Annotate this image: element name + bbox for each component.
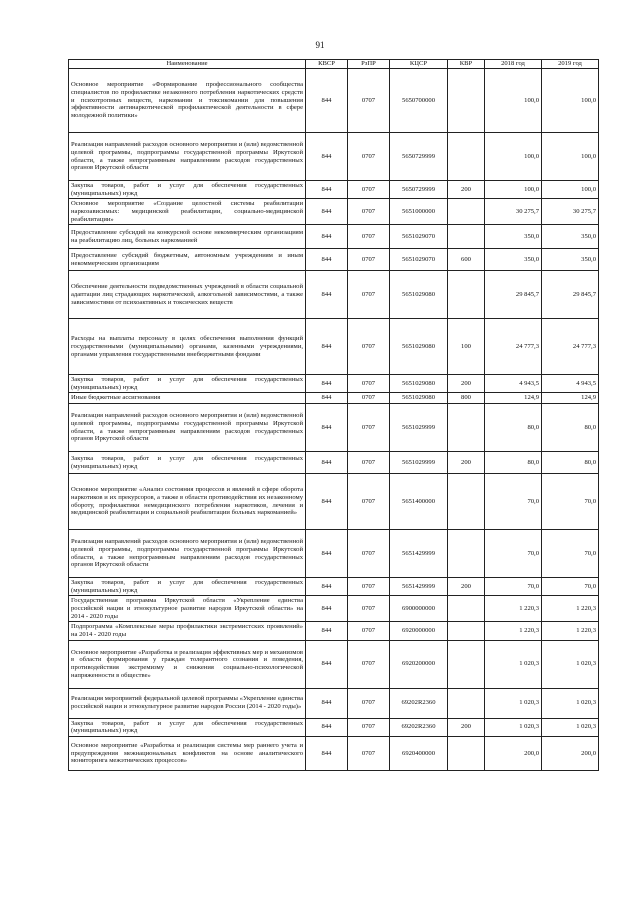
table-row — [69, 133, 599, 181]
table-row — [69, 736, 599, 770]
table-header-row — [69, 60, 599, 69]
cell-y2018: 80,0 — [485, 404, 542, 452]
cell-kcsr: 5651429999 — [390, 530, 448, 578]
cell-kcsr: 5651029080 — [390, 271, 448, 319]
cell-y2018: 350,0 — [485, 225, 542, 249]
cell-rzpr: 0707 — [348, 133, 390, 181]
cell-kvsr: 844 — [306, 718, 348, 736]
cell-y2018: 70,0 — [485, 474, 542, 530]
cell-kvr — [448, 640, 485, 688]
cell-name: Расходы на выплаты персоналу в целях обеспечения выполнения функций государственными (муниципальными) органами, казенными учреждениями, органами управления государственными внебюджетными фондами — [69, 319, 306, 375]
cell-name: Реализация направлений расходов основного мероприятия и (или) ведомственной целевой программы, подпрограммы государственной программы Иркутской области, а также непрограммным направлениям расходов государственных органов Иркутской области — [69, 404, 306, 452]
table-row — [69, 718, 599, 736]
cell-kcsr: 5651029080 — [390, 375, 448, 393]
cell-kcsr: 5651029070 — [390, 249, 448, 271]
cell-y2019: 100,0 — [542, 181, 599, 199]
header-2018: 2018 год — [485, 60, 542, 69]
cell-kcsr: 5651000000 — [390, 199, 448, 225]
cell-rzpr: 0707 — [348, 622, 390, 640]
table-row — [69, 181, 599, 199]
cell-rzpr: 0707 — [348, 225, 390, 249]
cell-kvr: 200 — [448, 452, 485, 474]
cell-kvsr: 844 — [306, 596, 348, 622]
cell-rzpr: 0707 — [348, 640, 390, 688]
table-row — [69, 393, 599, 404]
cell-kcsr: 69202R2360 — [390, 718, 448, 736]
table-row — [69, 452, 599, 474]
cell-kvr: 100 — [448, 319, 485, 375]
cell-rzpr: 0707 — [348, 393, 390, 404]
cell-name: Закупка товаров, работ и услуг для обеспечения государственных (муниципальных) нужд — [69, 578, 306, 596]
cell-y2018: 350,0 — [485, 249, 542, 271]
cell-kvsr: 844 — [306, 688, 348, 718]
cell-name: Закупка товаров, работ и услуг для обеспечения государственных (муниципальных) нужд — [69, 375, 306, 393]
table-row — [69, 622, 599, 640]
cell-name: Иные бюджетные ассигнования — [69, 393, 306, 404]
cell-y2018: 200,0 — [485, 736, 542, 770]
page-number: 91 — [315, 40, 325, 50]
cell-rzpr: 0707 — [348, 199, 390, 225]
table-row — [69, 375, 599, 393]
cell-y2018: 1 020,3 — [485, 688, 542, 718]
cell-rzpr: 0707 — [348, 249, 390, 271]
cell-name: Реализация направлений расходов основного мероприятия и (или) ведомственной целевой программы, подпрограммы государственной программы Иркутской области, а также непрограммным направлениям расходов государственных органов Иркутской области — [69, 530, 306, 578]
cell-y2019: 24 777,3 — [542, 319, 599, 375]
cell-rzpr: 0707 — [348, 404, 390, 452]
header-kcsr: КЦСР — [390, 60, 448, 69]
header-kvsr: КВСР — [306, 60, 348, 69]
header-kvr: КВР — [448, 60, 485, 69]
table-row — [69, 225, 599, 249]
cell-kvsr: 844 — [306, 578, 348, 596]
cell-name: Основное мероприятие «Разработка и реализация эффективных мер и механизмов в области формирования у граждан толерантного сознания и поведения, противодействия экстремизму и снижения социально-психологической напряженности в обществе» — [69, 640, 306, 688]
cell-rzpr: 0707 — [348, 69, 390, 133]
cell-kvsr: 844 — [306, 133, 348, 181]
cell-name: Предоставление субсидий бюджетным, автономным учреждениям и иным некоммерческим организациям — [69, 249, 306, 271]
cell-y2018: 100,0 — [485, 133, 542, 181]
cell-kvr: 800 — [448, 393, 485, 404]
cell-rzpr: 0707 — [348, 718, 390, 736]
cell-y2018: 1 020,3 — [485, 640, 542, 688]
cell-y2019: 350,0 — [542, 249, 599, 271]
table-row — [69, 474, 599, 530]
cell-kvr — [448, 133, 485, 181]
cell-y2019: 80,0 — [542, 452, 599, 474]
cell-name: Основное мероприятие «Создание целостной системы реабилитации наркозависимых: медицинской реабилитации, социально-медицинской реабилитации» — [69, 199, 306, 225]
cell-rzpr: 0707 — [348, 271, 390, 319]
cell-y2018: 4 943,5 — [485, 375, 542, 393]
cell-kvr — [448, 404, 485, 452]
cell-y2019: 29 845,7 — [542, 271, 599, 319]
cell-kcsr: 5650700000 — [390, 69, 448, 133]
cell-rzpr: 0707 — [348, 596, 390, 622]
cell-kcsr: 5651429999 — [390, 578, 448, 596]
cell-kvr — [448, 622, 485, 640]
cell-kvsr: 844 — [306, 452, 348, 474]
cell-kcsr: 5651029999 — [390, 452, 448, 474]
table-row — [69, 249, 599, 271]
cell-kcsr: 6900000000 — [390, 596, 448, 622]
cell-kvsr: 844 — [306, 181, 348, 199]
cell-kcsr: 5651029080 — [390, 393, 448, 404]
cell-kvsr: 844 — [306, 474, 348, 530]
table-row — [69, 578, 599, 596]
cell-rzpr: 0707 — [348, 474, 390, 530]
cell-y2019: 124,9 — [542, 393, 599, 404]
cell-name: Реализация мероприятий федеральной целевой программы «Укрепление единства российской нации и этнокультурное развитие народов России (2014 - 2020 годы)» — [69, 688, 306, 718]
cell-kcsr: 5651029999 — [390, 404, 448, 452]
cell-y2018: 100,0 — [485, 69, 542, 133]
cell-rzpr: 0707 — [348, 736, 390, 770]
cell-y2019: 200,0 — [542, 736, 599, 770]
header-rzpr: РзПР — [348, 60, 390, 69]
table-row — [69, 271, 599, 319]
cell-kvsr: 844 — [306, 530, 348, 578]
cell-rzpr: 0707 — [348, 530, 390, 578]
cell-name: Основное мероприятие «Формирование профессионального сообщества специалистов по профилактике незаконного потребления наркотических средств и психотропных веществ, наркомании и токсикомании для повышения эффективности антинаркотической профилактической деятельности в сфере молодежной политики» — [69, 69, 306, 133]
cell-kcsr: 6920200000 — [390, 640, 448, 688]
cell-kcsr: 69202R2360 — [390, 688, 448, 718]
cell-kvr — [448, 69, 485, 133]
cell-kvsr: 844 — [306, 271, 348, 319]
cell-kvsr: 844 — [306, 640, 348, 688]
cell-y2019: 70,0 — [542, 578, 599, 596]
header-name: Наименование — [69, 60, 306, 69]
cell-kvr: 200 — [448, 375, 485, 393]
cell-kvr — [448, 596, 485, 622]
cell-kcsr: 5651029080 — [390, 319, 448, 375]
table-row — [69, 640, 599, 688]
cell-kvsr: 844 — [306, 393, 348, 404]
cell-name: Государственная программа Иркутской области «Укрепление единства российской нации и этнокультурное развитие народов Иркутской области» на 2014 - 2020 годы — [69, 596, 306, 622]
cell-y2018: 80,0 — [485, 452, 542, 474]
cell-name: Основное мероприятие «Разработка и реализация системы мер раннего учета и предупреждения межнациональных конфликтов на основе аналитического мониторинга межэтнических процессов» — [69, 736, 306, 770]
cell-kvr — [448, 736, 485, 770]
table-row — [69, 319, 599, 375]
cell-kvsr: 844 — [306, 199, 348, 225]
cell-kcsr: 6920400000 — [390, 736, 448, 770]
cell-kvr — [448, 199, 485, 225]
cell-y2018: 1 020,3 — [485, 718, 542, 736]
cell-y2019: 1 220,3 — [542, 596, 599, 622]
cell-name: Предоставление субсидий на конкурсной основе некоммерческим организациям на реабилитацию лиц, больных наркоманией — [69, 225, 306, 249]
cell-y2019: 100,0 — [542, 133, 599, 181]
cell-rzpr: 0707 — [348, 181, 390, 199]
cell-y2019: 1 020,3 — [542, 718, 599, 736]
cell-y2019: 70,0 — [542, 530, 599, 578]
cell-kvsr: 844 — [306, 622, 348, 640]
cell-rzpr: 0707 — [348, 452, 390, 474]
cell-kvr — [448, 688, 485, 718]
cell-kvr — [448, 271, 485, 319]
cell-kvsr: 844 — [306, 225, 348, 249]
cell-name: Закупка товаров, работ и услуг для обеспечения государственных (муниципальных) нужд — [69, 718, 306, 736]
cell-kvsr: 844 — [306, 69, 348, 133]
cell-kvr: 600 — [448, 249, 485, 271]
cell-y2019: 100,0 — [542, 69, 599, 133]
cell-kcsr: 5650729999 — [390, 133, 448, 181]
cell-kvsr: 844 — [306, 375, 348, 393]
cell-rzpr: 0707 — [348, 375, 390, 393]
cell-y2018: 29 845,7 — [485, 271, 542, 319]
cell-kvr — [448, 474, 485, 530]
table-row — [69, 199, 599, 225]
table-row — [69, 688, 599, 718]
cell-kcsr: 5651400000 — [390, 474, 448, 530]
cell-kcsr: 5650729999 — [390, 181, 448, 199]
cell-y2019: 30 275,7 — [542, 199, 599, 225]
cell-name: Закупка товаров, работ и услуг для обеспечения государственных (муниципальных) нужд — [69, 452, 306, 474]
cell-kvr: 200 — [448, 181, 485, 199]
cell-kvsr: 844 — [306, 404, 348, 452]
cell-y2018: 70,0 — [485, 578, 542, 596]
cell-y2019: 350,0 — [542, 225, 599, 249]
cell-kcsr: 5651029070 — [390, 225, 448, 249]
cell-y2019: 1 220,3 — [542, 622, 599, 640]
cell-name: Закупка товаров, работ и услуг для обеспечения государственных (муниципальных) нужд — [69, 181, 306, 199]
cell-name: Основное мероприятие «Анализ состояния процессов и явлений в сфере оборота наркотиков и их прекурсоров, а также в области противодействия их незаконному обороту, профилактики немедицинского потребления наркотиков, лечения и медицинской реабилитации и социальной реабилитации больных наркоманией» — [69, 474, 306, 530]
cell-y2018: 1 220,3 — [485, 596, 542, 622]
cell-y2019: 80,0 — [542, 404, 599, 452]
table-row — [69, 530, 599, 578]
cell-kcsr: 6920000000 — [390, 622, 448, 640]
cell-name: Обеспечение деятельности подведомственных учреждений в области социальной адаптации лиц страдающих наркотической, алкогольной зависимостями, а также зависимостями от психоактивных и токсических веществ — [69, 271, 306, 319]
cell-kvr: 200 — [448, 718, 485, 736]
cell-y2018: 100,0 — [485, 181, 542, 199]
cell-name: Подпрограмма «Комплексные меры профилактики экстремистских проявлений» на 2014 - 2020 годы — [69, 622, 306, 640]
cell-rzpr: 0707 — [348, 578, 390, 596]
cell-kvr — [448, 530, 485, 578]
table-row — [69, 69, 599, 133]
cell-name: Реализация направлений расходов основного мероприятия и (или) ведомственной целевой программы, подпрограммы государственной программы Иркутской области, а также непрограммным направлениям расходов государственных органов Иркутской области — [69, 133, 306, 181]
cell-y2019: 1 020,3 — [542, 688, 599, 718]
budget-table — [68, 59, 599, 771]
cell-kvsr: 844 — [306, 249, 348, 271]
cell-rzpr: 0707 — [348, 688, 390, 718]
cell-y2019: 4 943,5 — [542, 375, 599, 393]
table-row — [69, 596, 599, 622]
cell-kvr — [448, 225, 485, 249]
cell-y2019: 70,0 — [542, 474, 599, 530]
cell-rzpr: 0707 — [348, 319, 390, 375]
cell-y2018: 70,0 — [485, 530, 542, 578]
cell-y2018: 1 220,3 — [485, 622, 542, 640]
table-row — [69, 404, 599, 452]
cell-y2018: 24 777,3 — [485, 319, 542, 375]
cell-y2018: 30 275,7 — [485, 199, 542, 225]
cell-y2019: 1 020,3 — [542, 640, 599, 688]
cell-y2018: 124,9 — [485, 393, 542, 404]
cell-kvsr: 844 — [306, 736, 348, 770]
header-2019: 2019 год — [542, 60, 599, 69]
cell-kvsr: 844 — [306, 319, 348, 375]
cell-kvr: 200 — [448, 578, 485, 596]
